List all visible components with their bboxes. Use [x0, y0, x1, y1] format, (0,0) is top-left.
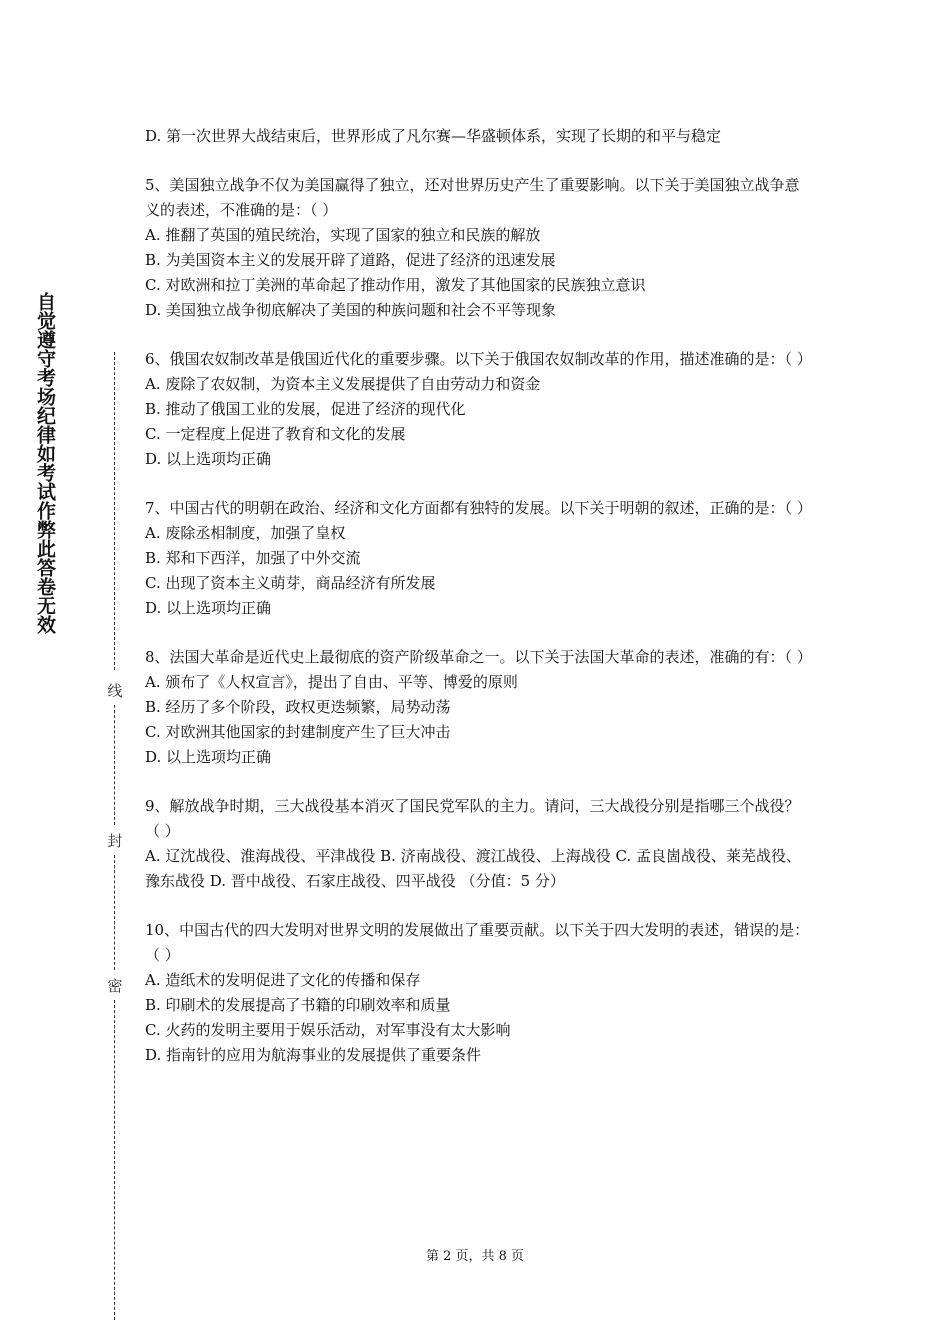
option-b: B. 印刷术的发展提高了书籍的印刷效率和质量	[145, 996, 451, 1014]
question-stem: 10、中国古代的四大发明对世界文明的发展做出了重要贡献。以下关于四大发明的表述，错误的是：（ ）	[145, 921, 810, 964]
seal-line-segment	[114, 1000, 115, 1320]
seal-mark-xian: 线	[107, 682, 123, 700]
option-a: A. 废除了农奴制，为资本主义发展提供了自由劳动力和资金	[145, 375, 541, 393]
seal-mark-mi: 密	[107, 977, 123, 995]
option-a: A. 颁布了《人权宣言》，提出了自由、平等、博爱的原则	[145, 673, 518, 691]
option-c: C. 出现了资本主义萌芽，商品经济有所发展	[145, 574, 436, 592]
option-d: D. 指南针的应用为航海事业的发展提供了重要条件	[145, 1046, 482, 1064]
seal-line-segment	[114, 855, 115, 970]
question-10	[145, 918, 810, 1068]
question-stem: 5、美国独立战争不仅为美国赢得了独立，还对世界历史产生了重要影响。以下关于美国独立战争意义的表述，不准确的是：（ ）	[145, 176, 800, 219]
page-number: 第 2 页，共 8 页	[425, 1249, 525, 1264]
option-d: D. 以上选项均正确	[145, 748, 272, 766]
question-stem: 7、中国古代的明朝在政治、经济和文化方面都有独特的发展。以下关于明朝的叙述，正确的是：（ ）	[145, 499, 812, 517]
question-6	[145, 347, 810, 472]
option-a: A. 废除丞相制度，加强了皇权	[145, 524, 346, 542]
option-b: B. 为美国资本主义的发展开辟了道路，促进了经济的迅速发展	[145, 251, 556, 269]
option-d: D. 第一次世界大战结束后，世界形成了凡尔赛—华盛顿体系，实现了长期的和平与稳定	[145, 127, 722, 145]
question-content	[145, 124, 810, 1092]
seal-line-segment	[114, 705, 115, 825]
option-c: C. 对欧洲其他国家的封建制度产生了巨大冲击	[145, 723, 451, 741]
option-d: D. 美国独立战争彻底解决了美国的种族问题和社会不平等现象	[145, 301, 557, 319]
question-stem: 9、解放战争时期，三大战役基本消灭了国民党军队的主力。请问，三大战役分别是指哪三个战役？（ ）	[145, 797, 800, 840]
option-a: A. 推翻了英国的殖民统治，实现了国家的独立和民族的解放	[145, 226, 541, 244]
option-b: B. 经历了多个阶段，政权更迭频繁，局势动荡	[145, 698, 451, 716]
option-d: D. 以上选项均正确	[145, 450, 272, 468]
question-stem: 6、俄国农奴制改革是俄国近代化的重要步骤。以下关于俄国农奴制改革的作用，描述准确的是：（ ）	[145, 350, 812, 368]
question-9	[145, 794, 810, 894]
option-c: C. 对欧洲和拉丁美洲的革命起了推动作用，激发了其他国家的民族独立意识	[145, 276, 646, 294]
option-a: A. 造纸术的发明促进了文化的传播和保存	[145, 971, 421, 989]
option-c: C. 火药的发明主要用于娱乐活动，对军事没有太大影响	[145, 1021, 511, 1039]
seal-line-segment	[114, 352, 115, 670]
question-5	[145, 173, 810, 323]
previous-question-tail	[145, 124, 810, 149]
inline-options: A. 辽沈战役、淮海战役、平津战役 B. 济南战役、渡江战役、上海战役 C. 孟良崮战役、莱芜战役、豫东战役 D. 晋中战役、石家庄战役、四平战役 （分值：5 分）	[145, 847, 801, 890]
question-8	[145, 645, 810, 770]
option-b: B. 郑和下西洋，加强了中外交流	[145, 549, 361, 567]
question-7	[145, 496, 810, 621]
question-stem: 8、法国大革命是近代史上最彻底的资产阶级革命之一。以下关于法国大革命的表述，准确的有：（ ）	[145, 648, 812, 666]
seal-mark-feng: 封	[107, 832, 123, 850]
option-c: C. 一定程度上促进了教育和文化的发展	[145, 425, 406, 443]
option-b: B. 推动了俄国工业的发展，促进了经济的现代化	[145, 400, 466, 418]
option-d: D. 以上选项均正确	[145, 599, 272, 617]
exam-discipline-warning: 自觉遵守考场纪律如考试作弊此答卷无效	[34, 292, 56, 634]
